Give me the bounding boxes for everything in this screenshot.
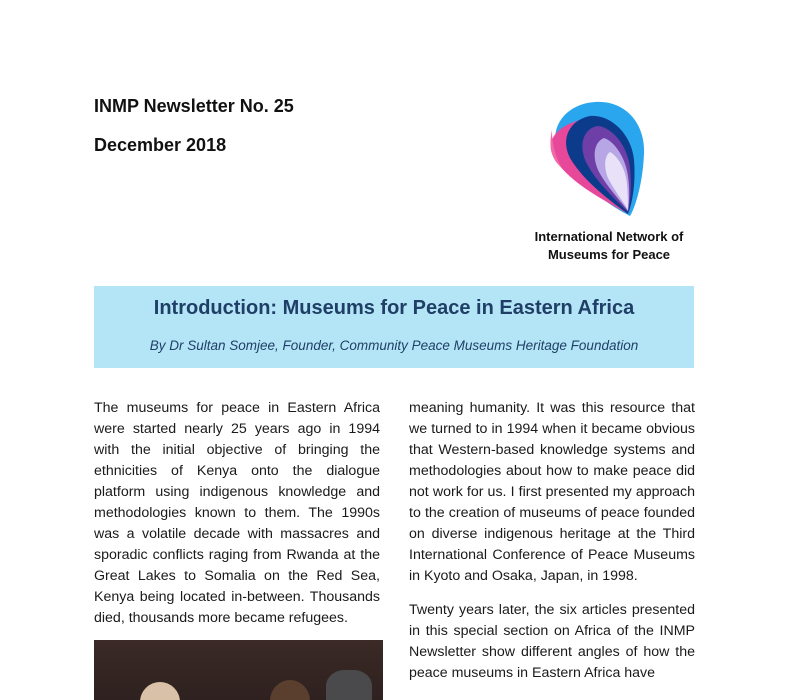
article-title: Introduction: Museums for Peace in Eastern Africa [153, 297, 635, 319]
article-paragraph: meaning humanity. It was this resource that we turned to in 1994 when it became obvious that Western-based knowledge systems and methodologies about how to make peace did not work for us. I first presented my approach to the creation of museums of peace founded on diverse indigenous heritage at the Third International Conference of Peace Museums in Kyoto and Osaka, Japan, in 1998. [409, 400, 695, 584]
article-right-column [409, 398, 695, 684]
article-paragraph: The museums for peace in Eastern Africa were started nearly 25 years ago in 1994 with the initial objective of bringing the ethnicities of Kenya onto the dialogue platform using indigenous knowledge and methodologies known to them. The 1990s was a volatile decade with massacres and sporadic conflicts raging from Rwanda at the Great Lakes to Somalia on the Red Sea, Kenya being located in-between. Thousands died, thousands more became refugees. [94, 400, 380, 626]
inmp-logo-icon [540, 98, 650, 220]
organization-name-line-2: Museums for Peace [547, 247, 671, 262]
photo-person [270, 680, 310, 700]
article-byline: By Dr Sultan Somjee, Founder, Community Peace Museums Heritage Foundation [149, 338, 639, 353]
article-left-column [94, 398, 380, 629]
photo-person [140, 682, 180, 700]
newsletter-date: December 2018 [94, 135, 227, 155]
organization-name [500, 228, 718, 264]
article-photo [94, 640, 383, 700]
photo-person [326, 670, 372, 700]
newsletter-number: INMP Newsletter No. 25 [94, 96, 294, 116]
organization-name-line-1: International Network of [534, 229, 684, 244]
article-title-banner [94, 286, 694, 368]
article-paragraph: Twenty years later, the six articles presented in this special section on Africa of the INMP Newsletter show different angles of how the peace museums in Eastern Africa have [409, 602, 695, 681]
